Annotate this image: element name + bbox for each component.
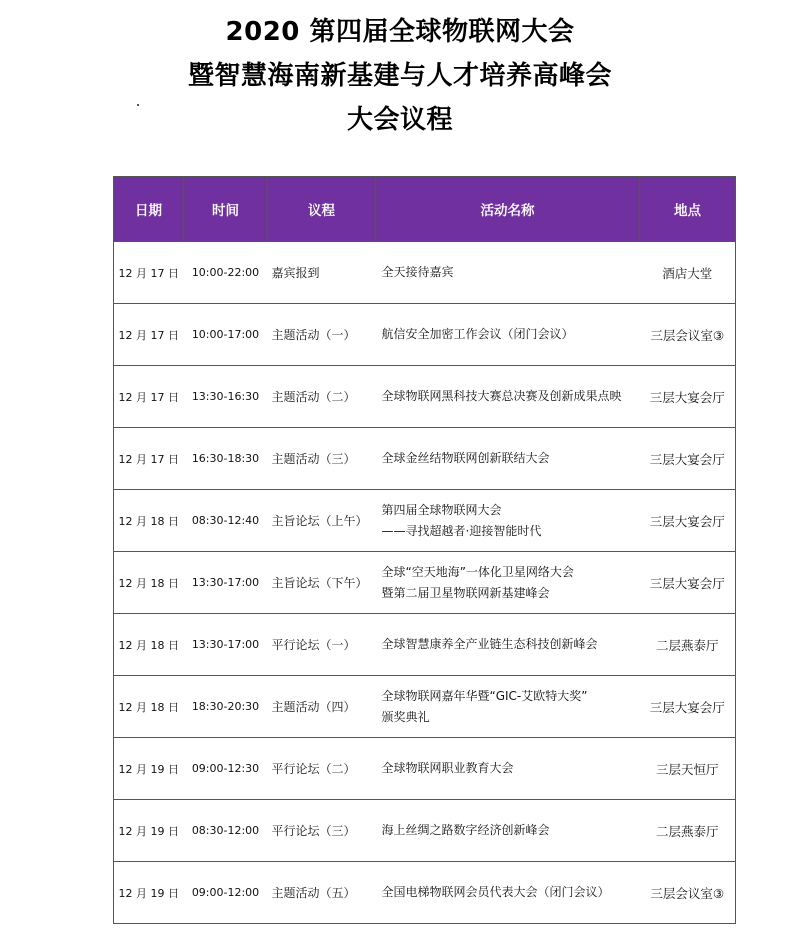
table-body xyxy=(114,242,736,924)
table-row xyxy=(114,862,736,924)
table-row xyxy=(114,614,736,676)
table-row xyxy=(114,800,736,862)
activity-name-line: 全天接待嘉宾 xyxy=(381,265,454,279)
cell-location: 三层大宴会厅 xyxy=(640,366,736,428)
table-row xyxy=(114,366,736,428)
cell-activity-name xyxy=(376,738,640,800)
table-row xyxy=(114,738,736,800)
cell-activity-name xyxy=(376,800,640,862)
cell-date: 12 月 17 日 xyxy=(114,428,184,490)
cell-agenda: 平行论坛（二） xyxy=(268,738,376,800)
cell-time: 13:30-17:00 xyxy=(184,552,268,614)
cell-time: 09:00-12:00 xyxy=(184,862,268,924)
cell-activity-name xyxy=(376,428,640,490)
cell-location: 三层会议室③ xyxy=(640,304,736,366)
header-agenda: 议程 xyxy=(268,177,376,242)
table-row xyxy=(114,304,736,366)
cell-date: 12 月 17 日 xyxy=(114,242,184,304)
activity-name-line: 海上丝绸之路数字经济创新峰会 xyxy=(381,823,550,837)
cell-agenda: 主旨论坛（下午） xyxy=(268,552,376,614)
cell-activity-name xyxy=(376,552,640,614)
cell-agenda: 主题活动（五） xyxy=(268,862,376,924)
cell-date: 12 月 18 日 xyxy=(114,552,184,614)
activity-name-line: 全国电梯物联网会员代表大会（闭门会议） xyxy=(381,885,610,899)
cell-activity-name xyxy=(376,304,640,366)
cell-date: 12 月 17 日 xyxy=(114,366,184,428)
cell-date: 12 月 18 日 xyxy=(114,490,184,552)
activity-name-line: 全球“空天地海”一体化卫星网络大会 xyxy=(381,564,574,579)
stray-dot xyxy=(137,104,139,106)
cell-agenda: 嘉宾报到 xyxy=(268,242,376,304)
cell-location: 二层燕泰厅 xyxy=(640,800,736,862)
cell-location: 三层天恒厅 xyxy=(640,738,736,800)
activity-name-line: ——寻找超越者·迎接智能时代 xyxy=(381,523,542,538)
title-line-3: 大会议程 xyxy=(346,105,453,135)
cell-time: 08:30-12:00 xyxy=(184,800,268,862)
header-location: 地点 xyxy=(640,177,736,242)
cell-agenda: 主题活动（二） xyxy=(268,366,376,428)
page-title xyxy=(0,10,800,142)
header-activity-name: 活动名称 xyxy=(376,177,640,242)
table-row xyxy=(114,676,736,738)
cell-time: 13:30-17:00 xyxy=(184,614,268,676)
cell-time: 10:00-17:00 xyxy=(184,304,268,366)
title-line-2: 暨智慧海南新基建与人才培养高峰会 xyxy=(187,61,612,91)
cell-time: 10:00-22:00 xyxy=(184,242,268,304)
cell-location: 二层燕泰厅 xyxy=(640,614,736,676)
table-row xyxy=(114,242,736,304)
cell-location: 三层大宴会厅 xyxy=(640,428,736,490)
cell-date: 12 月 19 日 xyxy=(114,800,184,862)
header-time: 时间 xyxy=(184,177,268,242)
table-row xyxy=(114,428,736,490)
cell-agenda: 主题活动（一） xyxy=(268,304,376,366)
cell-time: 08:30-12:40 xyxy=(184,490,268,552)
activity-name-line: 暨第二届卫星物联网新基建峰会 xyxy=(381,585,550,600)
activity-name-line: 全球智慧康养全产业链生态科技创新峰会 xyxy=(381,637,598,651)
cell-date: 12 月 19 日 xyxy=(114,738,184,800)
cell-activity-name xyxy=(376,366,640,428)
cell-agenda: 主题活动（四） xyxy=(268,676,376,738)
activity-name-line: 全球物联网黑科技大赛总决赛及创新成果点映 xyxy=(381,389,622,403)
cell-time: 09:00-12:30 xyxy=(184,738,268,800)
cell-location: 三层大宴会厅 xyxy=(640,552,736,614)
title-line-1: 2020 第四届全球物联网大会 xyxy=(225,17,575,47)
cell-location: 三层会议室③ xyxy=(640,862,736,924)
activity-name-line: 航信安全加密工作会议（闭门会议） xyxy=(381,327,574,341)
cell-activity-name xyxy=(376,242,640,304)
cell-activity-name xyxy=(376,490,640,552)
table-row xyxy=(114,490,736,552)
cell-time: 18:30-20:30 xyxy=(184,676,268,738)
activity-name-line: 颁奖典礼 xyxy=(381,709,430,724)
cell-location: 三层大宴会厅 xyxy=(640,676,736,738)
cell-agenda: 平行论坛（一） xyxy=(268,614,376,676)
cell-time: 13:30-16:30 xyxy=(184,366,268,428)
header-date: 日期 xyxy=(114,177,184,242)
activity-name-line: 第四届全球物联网大会 xyxy=(381,502,502,517)
activity-name-line: 全球物联网职业教育大会 xyxy=(381,761,514,775)
table-row xyxy=(114,552,736,614)
cell-date: 12 月 17 日 xyxy=(114,304,184,366)
activity-name-line: 全球金丝结物联网创新联结大会 xyxy=(381,451,550,465)
cell-agenda: 主旨论坛（上午） xyxy=(268,490,376,552)
cell-agenda: 平行论坛（三） xyxy=(268,800,376,862)
cell-date: 12 月 18 日 xyxy=(114,614,184,676)
cell-location: 三层大宴会厅 xyxy=(640,490,736,552)
table-header-row xyxy=(114,177,736,242)
cell-time: 16:30-18:30 xyxy=(184,428,268,490)
activity-name-line: 全球物联网嘉年华暨“GIC-艾欧特大奖” xyxy=(381,688,588,703)
cell-date: 12 月 19 日 xyxy=(114,862,184,924)
cell-activity-name xyxy=(376,676,640,738)
cell-location: 酒店大堂 xyxy=(640,242,736,304)
agenda-table xyxy=(113,176,736,924)
cell-agenda: 主题活动（三） xyxy=(268,428,376,490)
cell-activity-name xyxy=(376,862,640,924)
cell-date: 12 月 18 日 xyxy=(114,676,184,738)
cell-activity-name xyxy=(376,614,640,676)
